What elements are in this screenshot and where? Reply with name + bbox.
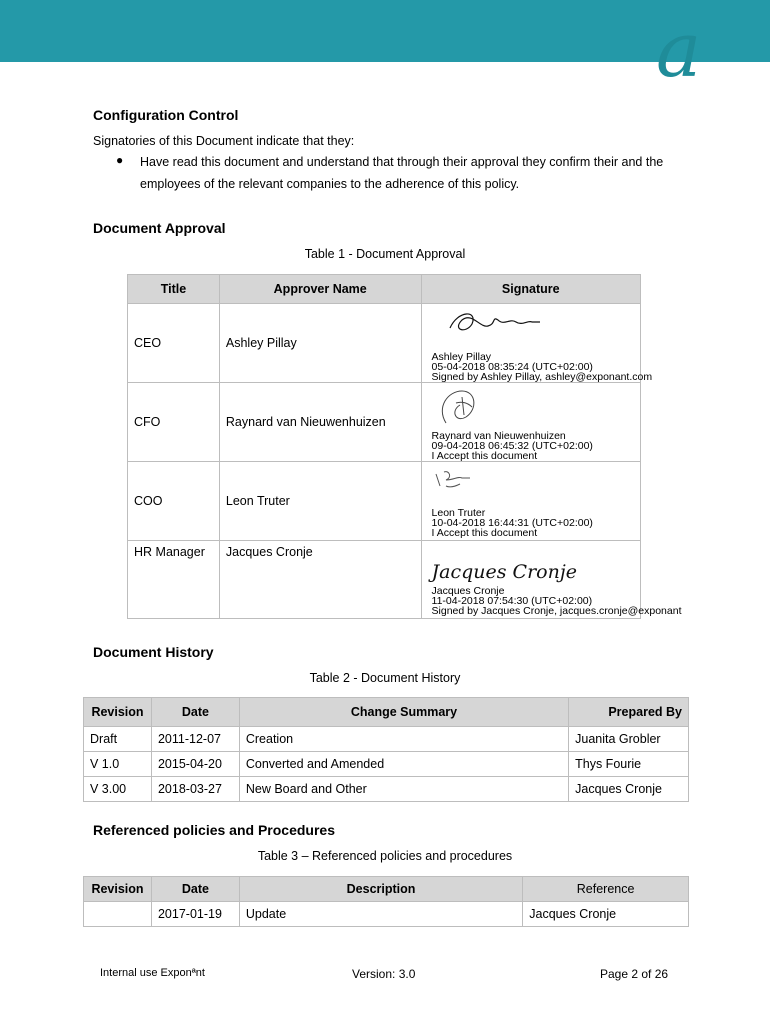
bullet-icon: ● bbox=[116, 153, 124, 167]
signature-cell bbox=[421, 541, 682, 619]
signature-cell bbox=[421, 304, 653, 383]
footer-left: Internal use Exponªnt bbox=[100, 967, 205, 979]
footer-page-number: Page 2 of 26 bbox=[600, 967, 669, 981]
references-caption: Table 3 – Referenced policies and procedures bbox=[257, 849, 513, 863]
reference-description: Update bbox=[239, 902, 522, 927]
approval-title: CEO bbox=[128, 304, 220, 383]
table-row bbox=[84, 902, 689, 927]
history-caption: Table 2 - Document History bbox=[309, 671, 461, 685]
signature-image bbox=[444, 308, 564, 340]
config-intro: Signatories of this Document indicate that they: bbox=[93, 134, 355, 148]
table-row bbox=[128, 541, 641, 619]
table-row bbox=[84, 752, 689, 777]
reference-date: 2017-01-19 bbox=[151, 902, 239, 927]
signature-name: Ashley Pillay bbox=[431, 351, 492, 363]
history-summary: Creation bbox=[239, 727, 568, 752]
approval-table bbox=[127, 274, 682, 619]
history-date: 2018-03-27 bbox=[151, 777, 239, 802]
signature-note: I Accept this document bbox=[431, 527, 538, 539]
signature-timestamp: 11-04-2018 07:54:30 (UTC+02:00) bbox=[431, 595, 593, 607]
signature-note: Signed by Ashley Pillay, ashley@exponant.com bbox=[431, 371, 653, 383]
signature-image bbox=[432, 466, 492, 492]
history-revision: Draft bbox=[84, 727, 152, 752]
company-logo bbox=[652, 18, 736, 88]
history-revision: V 1.0 bbox=[84, 752, 152, 777]
signature-name: Jacques Cronje bbox=[431, 585, 505, 597]
history-prepared-by: Jacques Cronje bbox=[569, 777, 689, 802]
approval-heading: Document Approval bbox=[93, 220, 226, 236]
history-revision: V 3.00 bbox=[84, 777, 152, 802]
approval-name: Raynard van Nieuwenhuizen bbox=[219, 383, 421, 462]
references-heading: Referenced policies and Procedures bbox=[93, 822, 335, 838]
references-table bbox=[83, 876, 689, 927]
col-description: Description bbox=[239, 877, 522, 902]
approval-title: CFO bbox=[128, 383, 220, 462]
history-prepared-by: Juanita Grobler bbox=[569, 727, 689, 752]
signature-timestamp: 09-04-2018 06:45:32 (UTC+02:00) bbox=[431, 440, 593, 452]
config-bullet-line1: Have read this document and understand that through their approval they confirm their and the bbox=[140, 155, 664, 169]
table-row bbox=[128, 462, 641, 541]
history-prepared-by: Thys Fourie bbox=[569, 752, 689, 777]
signature-cell bbox=[421, 383, 640, 462]
approval-title: COO bbox=[128, 462, 220, 541]
table-row bbox=[84, 777, 689, 802]
signature-timestamp: 10-04-2018 16:44:31 (UTC+02:00) bbox=[431, 517, 593, 529]
signature-script: Jacques Cronje bbox=[431, 561, 577, 583]
signature-timestamp: 05-04-2018 08:35:24 (UTC+02:00) bbox=[431, 361, 593, 373]
config-heading: Configuration Control bbox=[93, 107, 239, 123]
approval-name: Leon Truter bbox=[219, 462, 421, 541]
config-bullet-line2: employees of the relevant companies to the adherence of this policy. bbox=[140, 177, 520, 191]
col-signature: Signature bbox=[421, 275, 640, 304]
reference-reference: Jacques Cronje bbox=[523, 902, 689, 927]
col-revision: Revision bbox=[84, 877, 152, 902]
signature-cell bbox=[421, 462, 640, 541]
signature-note: I Accept this document bbox=[431, 450, 538, 462]
svg-text:a: a bbox=[656, 18, 702, 88]
history-summary: Converted and Amended bbox=[239, 752, 568, 777]
history-heading: Document History bbox=[93, 644, 214, 660]
table-row bbox=[128, 383, 641, 462]
history-table bbox=[83, 697, 689, 802]
history-summary: New Board and Other bbox=[239, 777, 568, 802]
approval-name: Ashley Pillay bbox=[219, 304, 421, 383]
table-row bbox=[84, 727, 689, 752]
history-date: 2015-04-20 bbox=[151, 752, 239, 777]
col-reference: Reference bbox=[523, 877, 689, 902]
reference-revision bbox=[84, 902, 152, 927]
col-approver-name: Approver Name bbox=[219, 275, 421, 304]
signature-note: Signed by Jacques Cronje, jacques.cronje@exponant bbox=[431, 605, 682, 617]
col-date: Date bbox=[151, 698, 239, 727]
signature-name: Leon Truter bbox=[431, 507, 486, 519]
table-row bbox=[128, 304, 641, 383]
approval-caption: Table 1 - Document Approval bbox=[304, 247, 466, 261]
col-title: Title bbox=[128, 275, 220, 304]
signature-image bbox=[432, 385, 492, 429]
col-prepared-by: Prepared By bbox=[569, 698, 689, 727]
footer-version: Version: 3.0 bbox=[352, 967, 416, 981]
approval-name: Jacques Cronje bbox=[219, 541, 421, 619]
approval-title: HR Manager bbox=[128, 541, 220, 619]
col-date: Date bbox=[151, 877, 239, 902]
signature-name: Raynard van Nieuwenhuizen bbox=[431, 430, 566, 442]
col-revision: Revision bbox=[84, 698, 152, 727]
history-date: 2011-12-07 bbox=[151, 727, 239, 752]
col-change-summary: Change Summary bbox=[239, 698, 568, 727]
